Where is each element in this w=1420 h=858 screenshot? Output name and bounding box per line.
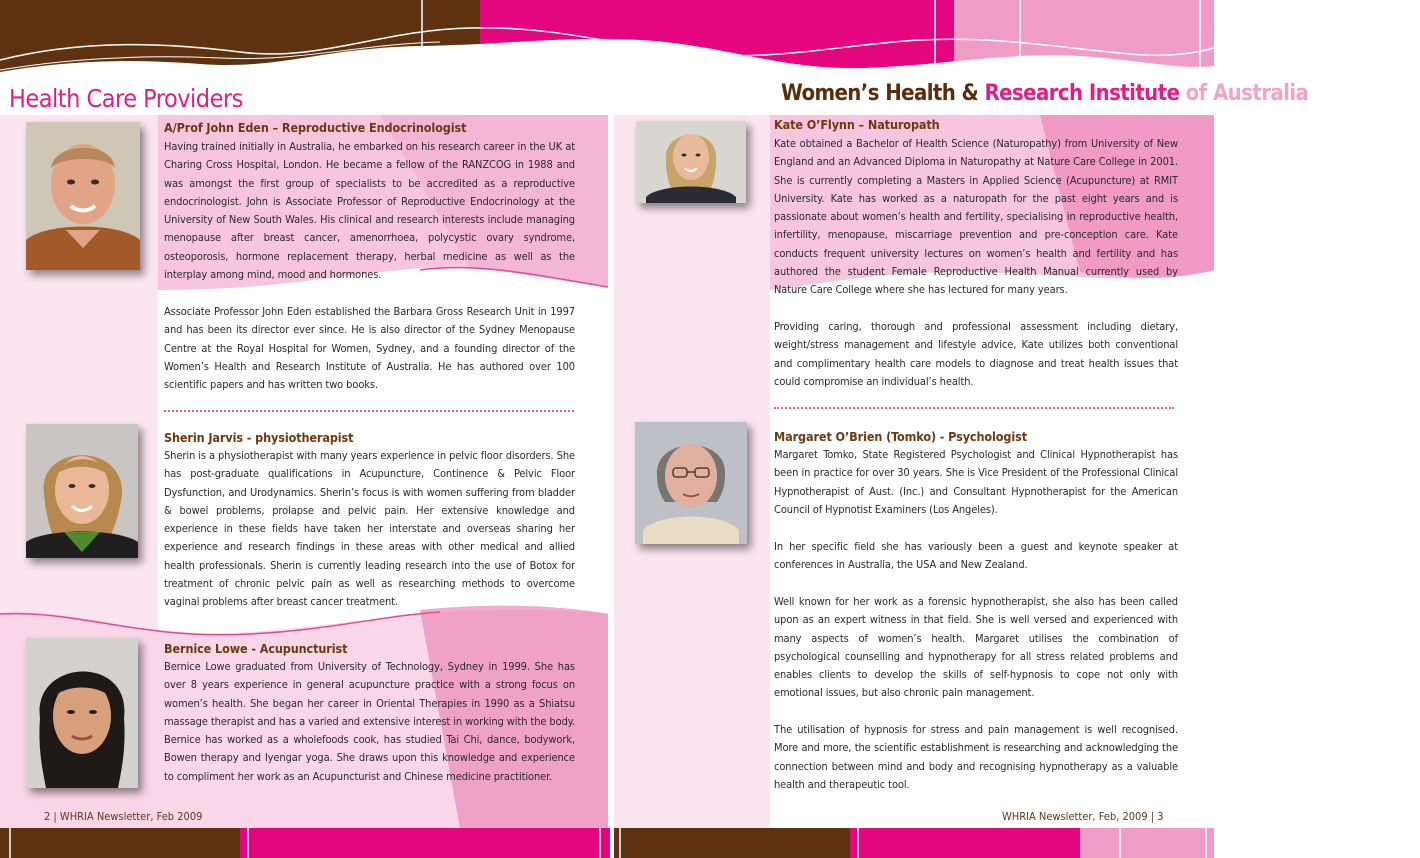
portrait-woman-icon — [636, 121, 746, 203]
provider-bio-margaret-obrien-3: Well known for her work as a forensic hypnotherapist, she also has been called upon as an expert witness in that field. She is well versed and experienced with many aspects of women’s health. Margaret utilises the combination of psychological counselling and hypnotherapy for all stress related problems and enables clients to develop the skills of self-hypnosis to cope not only with emotional issues, but also chronic pain management. — [774, 595, 1178, 700]
org-name — [781, 81, 1308, 106]
page-footer-right: WHRIA Newsletter, Feb, 2009 | 3 — [1002, 810, 1164, 823]
org-name-part1: Women’s Health & — [781, 81, 979, 106]
org-name-part2: Research Institute — [984, 81, 1180, 106]
bernice-lowe-photo — [26, 638, 138, 788]
section-divider — [774, 407, 1174, 409]
provider-name-bernice-lowe: Bernice Lowe - Acupuncturist — [164, 641, 348, 656]
page-footer-left: 2 | WHRIA Newsletter, Feb 2009 — [44, 810, 203, 823]
provider-bio-kate-oflynn: Kate obtained a Bachelor of Health Science (Naturopathy) from University of New England and an Advanced Diploma in Naturopathy at Nature Care College in 2001. She is currently completing a Masters in Applied Science (Acupuncture) at RMIT University. Kate has worked as a naturopath for the past eight years and is passionate about women’s health and fertility, specialising in reproductive health, infertility, menopause, miscarriage prevention and pre-conception care. Kate conducts frequent university lectures on women’s health and fertility and has authored the student Female Reproductive Health Manual currently used by Nature Care College where she has lectured for many years. — [774, 137, 1178, 297]
footer-pink-bar-right — [1080, 828, 1214, 858]
provider-bio-bernice-lowe: Bernice Lowe graduated from University of Technology, Sydney in 1999. She has over 8 years experience in general acupuncture practice with a strong focus on women’s health. She began her career in Oriental Therapies in 1990 as a Shiatsu massage therapist and has a varied and extensive interest in working with the body. Bernice has worked as a wholefoods cook, has studied Tai Chi, dance, bodywork, Bowen therapy and Iyengar yoga. She draws upon this knowledge and experience to compliment her work as an Acupuncturist and Chinese medicine practitioner. — [164, 660, 575, 783]
footer-magenta-bar — [240, 828, 610, 858]
section-title: Health Care Providers — [9, 84, 243, 113]
kate-oflynn-photo — [636, 121, 746, 203]
portrait-woman-icon — [635, 422, 747, 544]
provider-bio-sherin-jarvis: Sherin is a physiotherapist with many years experience in pelvic floor disorders. She has post-graduate qualifications in Acupuncture, Continence & Pelvic Floor Dysfunction, and Urodynamics. Sherin’s focus is with women suffering from bladder & bowel problems, prolapse and pelvic pain. Her extensive knowledge and experience in these fields have taken her interstate and overseas sharing her experience and research findings in these areas with other medical and allied health professionals. Sherin is currently leading research into the use of Botox for treatment of chronic pelvic pain as well as researching methods to overcome vaginal problems after breast cancer treatment. — [164, 449, 575, 609]
provider-bio-john-eden: Having trained initially in Australia, he embarked on his research career in the UK at Charing Cross Hospital, London. He became a fellow of the RANZCOG in 1988 and was amongst the first group of specialists to be accredited as a reproductive endocrinologist. John is Associate Professor of Reproductive Endocrinology at the University of New South Wales. His clinical and research interests include managing menopause after breast cancer, amenorrhoea, polycystic ovary syndrome, osteoporosis, hormone replacement therapy, herbal medicine as well as the interplay among mind, mood and hormones. — [164, 140, 575, 282]
footer-magenta-bar-right — [850, 828, 1080, 858]
footer-brown-bar — [0, 828, 240, 858]
provider-bio-kate-oflynn-2: Providing caring, thorough and professional assessment including dietary, weight/stress management and lifestyle advice, Kate utilizes both conventional and complimentary health care models to diagnose and treat health issues that could compromise an individual’s health. — [774, 320, 1178, 388]
provider-name-john-eden: A/Prof John Eden – Reproductive Endocrinologist — [164, 120, 467, 135]
john-eden-photo — [26, 122, 140, 270]
footer-brown-bar-right — [614, 828, 850, 858]
provider-name-sherin-jarvis: Sherin Jarvis - physiotherapist — [164, 430, 354, 445]
provider-name-margaret-obrien: Margaret O’Brien (Tomko) - Psychologist — [774, 429, 1027, 444]
gutter — [608, 115, 614, 828]
portrait-woman-icon — [26, 638, 138, 788]
provider-bio-margaret-obrien: Margaret Tomko, State Registered Psychologist and Clinical Hypnotherapist has been in practice for over 30 years. She is Vice President of the Professional Clinical Hypnotherapist of Aust. (Inc.) and Consultant Hypnotherapist for the American Council of Hypnotist Examiners (Los Angeles). — [774, 448, 1178, 516]
section-divider — [164, 410, 574, 412]
org-name-part3: of Australia — [1185, 81, 1309, 106]
provider-bio-margaret-obrien-4: The utilisation of hypnosis for stress and pain management is well recognised. More and more, the scientific establishment is researching and acknowledging the connection between mind and body and recognising hypnotherapy as a valuable health and therapeutic tool. — [774, 723, 1178, 791]
provider-bio-john-eden-2: Associate Professor John Eden established the Barbara Gross Research Unit in 1997 and has been its director ever since. He is also director of the Sydney Menopause Centre at the Royal Hospital for Women, Sydney, and a founding director of the Women’s Health and Research Institute of Australia. He has authored over 100 scientific papers and has written two books. — [164, 305, 575, 392]
provider-bio-margaret-obrien-2: In her specific field she has variously been a guest and keynote speaker at conferences in Australia, the USA and New Zealand. — [774, 540, 1178, 572]
portrait-woman-icon — [26, 424, 138, 558]
margaret-obrien-photo — [635, 422, 747, 544]
provider-name-kate-oflynn: Kate O’Flynn – Naturopath — [774, 117, 940, 132]
portrait-man-icon — [26, 122, 140, 270]
sherin-jarvis-photo — [26, 424, 138, 558]
